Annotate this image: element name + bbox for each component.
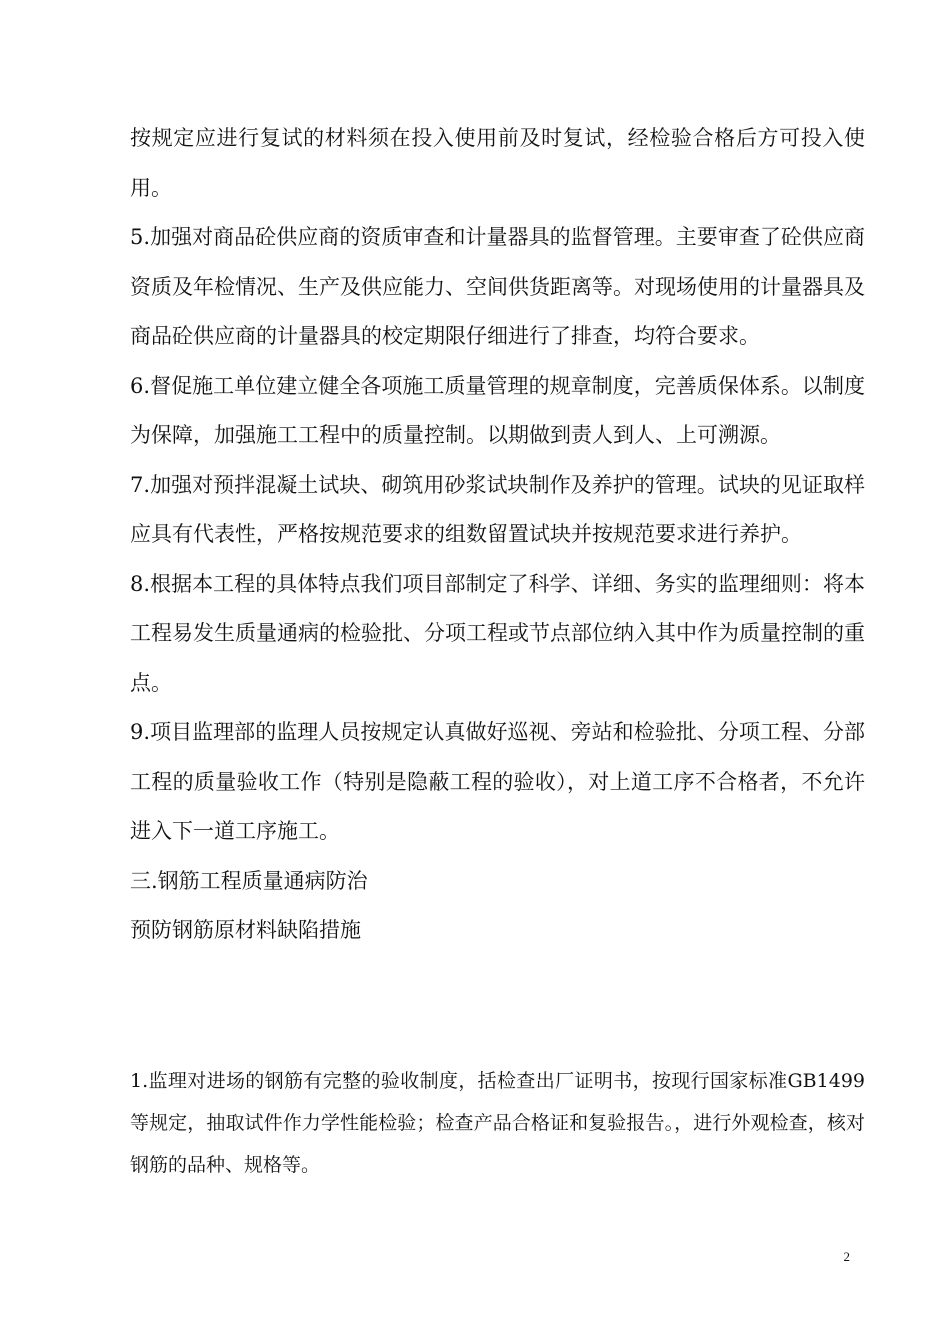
sub-heading: 预防钢筋原材料缺陷措施	[130, 918, 361, 942]
section-heading: 三.钢筋工程质量通病防治	[130, 868, 368, 893]
page-number: 2	[843, 1249, 850, 1264]
main-body	[130, 114, 865, 956]
paragraph-retest-materials: 按规定应进行复试的材料须在投入使用前及时复试，经检验合格后方可投入使用。	[130, 126, 865, 200]
paragraph-rebar-item-1: 1.监理对进场的钢筋有完整的验收制度，括检查出厂证明书，按现行国家标准GB1499等规定，抽取试件作力学性能检验；检查产品合格证和复验报告。，进行外观检查，核对钢筋的品种、规格等。	[130, 1070, 865, 1176]
paragraph-item-5: 5.加强对商品砼供应商的资质审查和计量器具的监督管理。主要审查了砼供应商资质及年检情况、生产及供应能力、空间供货距离等。对现场使用的计量器具及商品砼供应商的计量器具的校定期限仔细进行了排查，均符合要求。	[130, 225, 865, 348]
sub-body	[130, 1060, 865, 1186]
paragraph-item-6: 6.督促施工单位建立健全各项施工质量管理的规章制度，完善质保体系。以制度为保障，加强施工工程中的质量控制。以期做到责人到人、上可溯源。	[130, 373, 865, 447]
paragraph-item-7: 7.加强对预拌混凝土试块、砌筑用砂浆试块制作及养护的管理。试块的见证取样应具有代表性，严格按规范要求的组数留置试块并按规范要求进行养护。	[130, 472, 865, 546]
paragraph-item-8: 8.根据本工程的具体特点我们项目部制定了科学、详细、务实的监理细则：将本工程易发生质量通病的检验批、分项工程或节点部位纳入其中作为质量控制的重点。	[130, 571, 865, 695]
paragraph-item-9: 9.项目监理部的监理人员按规定认真做好巡视、旁站和检验批、分项工程、分部工程的质量验收工作（特别是隐蔽工程的验收），对上道工序不合格者，不允许进入下一道工序施工。	[130, 720, 865, 843]
